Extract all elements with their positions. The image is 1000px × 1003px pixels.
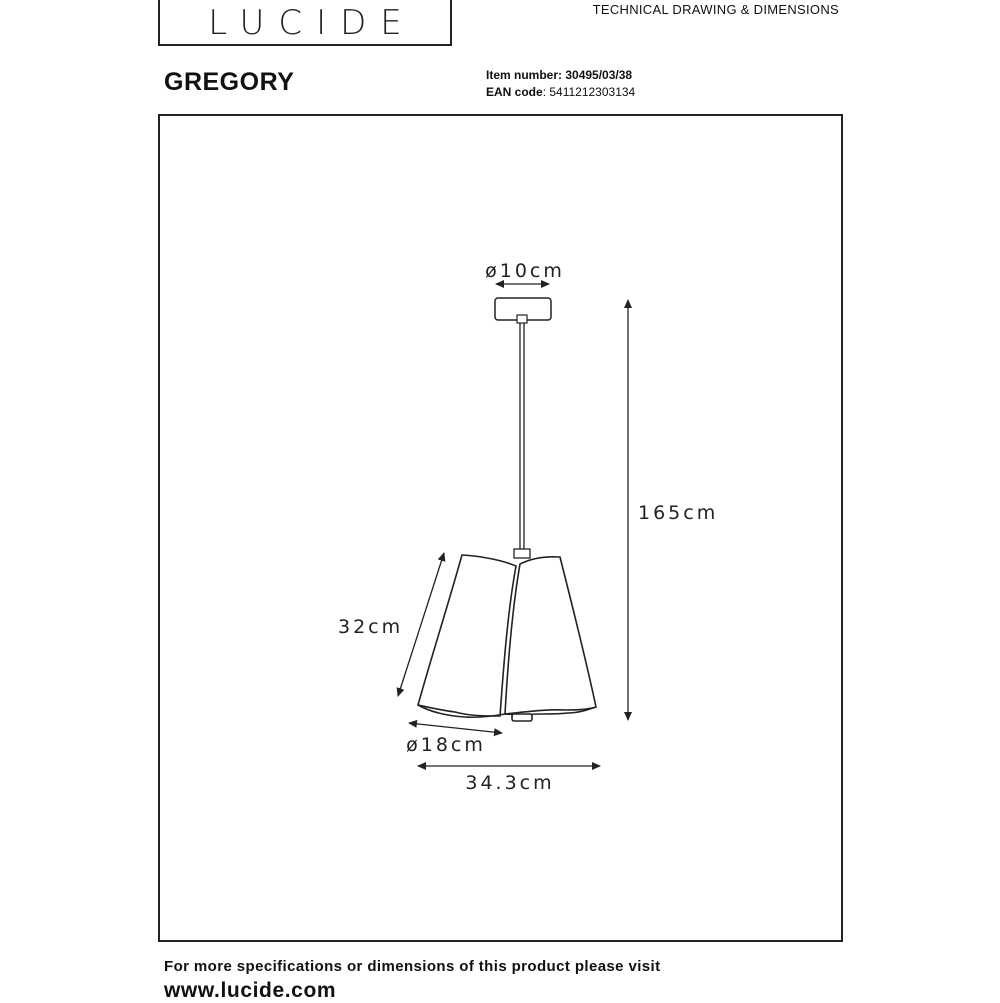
- brand-logo-text: LUCIDE: [208, 3, 416, 43]
- shade-height-label: 32cm: [338, 616, 404, 638]
- suspension-cord: [520, 323, 524, 552]
- ean-code-value: : 5411212303134: [542, 85, 636, 99]
- overall-width-label: 34.3cm: [465, 772, 555, 794]
- ceiling-canopy: [495, 298, 551, 323]
- ean-code-label: EAN code: [486, 85, 543, 99]
- footer-website-link[interactable]: www.lucide.com: [164, 979, 337, 1002]
- shade-diameter-label: ø18cm: [406, 734, 486, 756]
- product-name: GREGORY: [164, 68, 295, 96]
- shade-diameter-arrow: [409, 723, 502, 733]
- document-caption: TECHNICAL DRAWING & DIMENSIONS: [592, 2, 839, 17]
- cord-connector: [514, 549, 530, 558]
- lamp-shades: [418, 555, 596, 721]
- item-number-value: : 30495/03/38: [558, 68, 633, 82]
- total-height-label: 165cm: [638, 502, 719, 524]
- canopy-diameter-label: ø10cm: [485, 260, 565, 282]
- item-number-label: Item number: [486, 68, 559, 82]
- footer-note: For more specifications or dimensions of this product please visit: [164, 958, 661, 975]
